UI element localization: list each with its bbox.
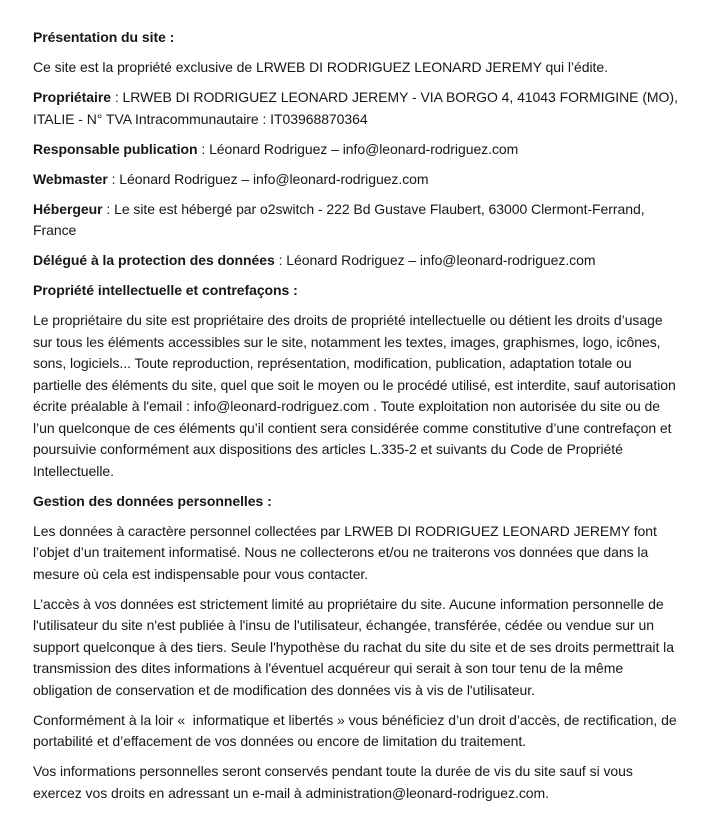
- publication-label: Responsable publication: [33, 140, 198, 157]
- personal-data-paragraph-1: Les données à caractère personnel collectées par LRWEB DI RODRIGUEZ LEONARD JEREMY font l’objet d’un traitement informatisé. Nous ne collecterons et/ou ne traiterons vos données que dans la mesure où cela est indispensable pour vous contacter.: [33, 522, 661, 582]
- publication-line: [33, 139, 681, 161]
- webmaster-value: : Léonard Rodriguez – info@leonard-rodriguez.com: [107, 170, 429, 187]
- dpo-line: [33, 250, 681, 272]
- section-heading-presentation: Présentation du site :: [33, 29, 175, 45]
- intro-paragraph: Ce site est la propriété exclusive de LRWEB DI RODRIGUEZ LEONARD JEREMY qui l’édite.: [33, 59, 608, 75]
- section-heading-intellectual-property: Propriété intellectuelle et contrefaçons :: [33, 282, 298, 298]
- host-label: Hébergeur: [33, 200, 103, 217]
- dpo-value: : Léonard Rodriguez – info@leonard-rodriguez.com: [274, 252, 596, 268]
- host-line: [33, 199, 681, 242]
- publication-value: : Léonard Rodriguez – info@leonard-rodriguez.com: [197, 140, 519, 157]
- owner-label: Propriétaire: [33, 89, 111, 105]
- personal-data-paragraph-2: L’accès à vos données est strictement limité au propriétaire du site. Aucune information personnelle de l'utilisateur du site n'est publiée à l'insu de l'utilisateur, échangée, transférée, cédée ou vendue sur un support quelconque à des tiers. Seule l'hypothèse du rachat du site du site et de ses droits permettrait la transmission des dites informations à l'éventuel acquéreur qui serait à son tour tenu de la même obligation de conservation et de modification des données vis à vis de l'utilisateur.: [33, 595, 678, 698]
- owner-value: : LRWEB DI RODRIGUEZ LEONARD JEREMY - VIA BORGO 4, 41043 FORMIGINE (MO), ITALIE - N° TVA Intracommunautaire : IT03968870364: [33, 89, 682, 127]
- owner-line: [33, 87, 681, 130]
- section-heading-personal-data: Gestion des données personnelles :: [33, 492, 272, 509]
- personal-data-paragraph-3: Conformément à la loir « informatique et libertés » vous bénéficiez d’un droit d’accès, de rectification, de portabilité et d’effacement de vos données ou encore de limitation du traitement.: [33, 711, 681, 749]
- webmaster-line: [33, 169, 681, 191]
- host-value: : Le site est hébergé par o2switch - 222 Bd Gustave Flaubert, 63000 Clermont-Ferrand, France: [33, 200, 649, 238]
- webmaster-label: Webmaster: [33, 170, 108, 187]
- personal-data-paragraph-4: Vos informations personnelles seront conservés pendant toute la durée de vis du site sauf si vous exercez vos droits en adressant un e-mail à administration@leonard-rodriguez.com.: [33, 763, 637, 801]
- intellectual-property-paragraph: Le propriétaire du site est propriétaire des droits de propriété intellectuelle ou détient les droits d’usage sur tous les éléments accessibles sur le site, notamment les textes, images, graphismes, logo, icônes, sons, logiciels... Toute reproduction, représentation, modification, publication, adaptation totale ou partielle des éléments du site, quel que soit le moyen ou le procédé utilisé, est interdite, sauf autorisation écrite préalable à l'email : info@leonard-rodriguez.com . Toute exploitation non autorisée du site ou de l’un quelconque de ces éléments qu’il contient sera considérée comme constitutive d’une contrefaçon et poursuivie conformément aux dispositions des articles L.335-2 et suivants du Code de Propriété Intellectuelle.: [33, 312, 680, 479]
- dpo-label: Délégué à la protection des données: [33, 252, 275, 268]
